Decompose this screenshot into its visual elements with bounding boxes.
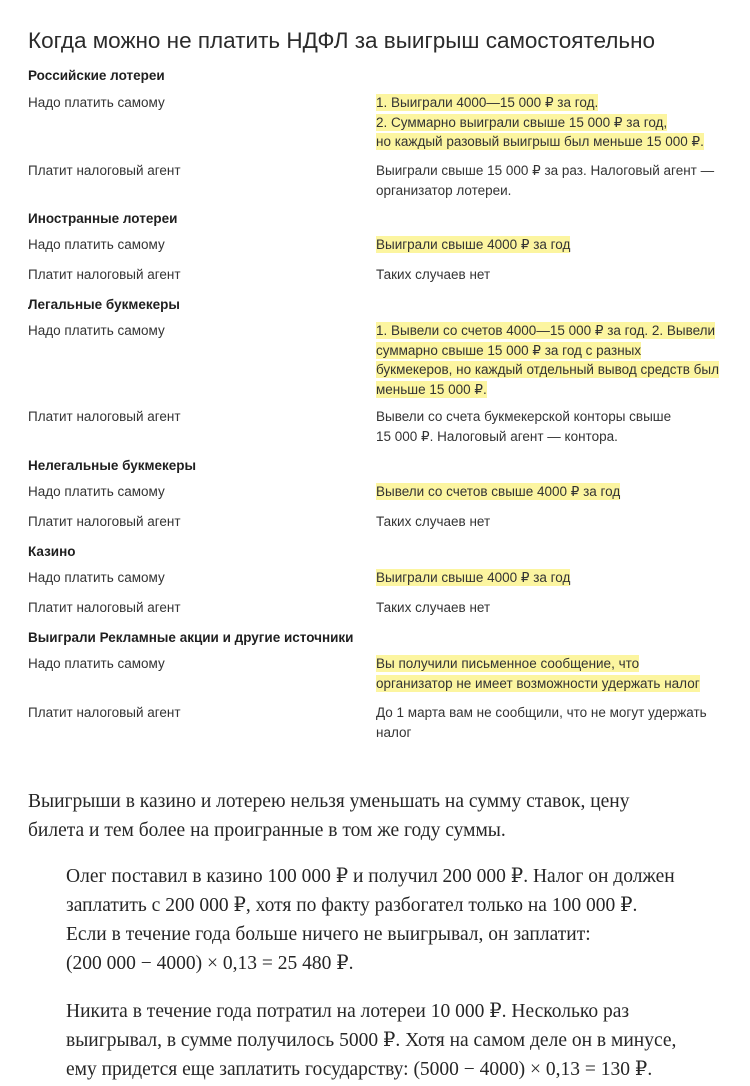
- row-value: [376, 407, 726, 446]
- value-line: Выиграли свыше 15 000 ₽ за раз. Налоговый агент —: [376, 163, 715, 178]
- row-label: Надо платить самому: [28, 95, 165, 110]
- table-row: [28, 235, 726, 255]
- highlight-line: но каждый разовый выигрыш был меньше 15 000 ₽.: [376, 134, 704, 149]
- example-nikita: [66, 997, 736, 1084]
- value-line: налог: [376, 724, 412, 740]
- table-row: [28, 654, 726, 693]
- highlight-line: букмекеров, но каждый отдельный вывод средств был: [376, 362, 719, 377]
- example-line: ему придется еще заплатить государству: (5000 − 4000) × 0,13 = 130 ₽.: [66, 1059, 653, 1080]
- row-value: Таких случаев нет: [376, 514, 491, 529]
- row-value: [376, 321, 726, 399]
- highlight-line: меньше 15 000 ₽.: [376, 381, 487, 397]
- row-value: [376, 235, 726, 255]
- value-line: Вывели со счета букмекерской конторы свыше: [376, 409, 672, 424]
- row-label: Платит налоговый агент: [28, 267, 181, 282]
- row-label: Надо платить самому: [28, 484, 165, 499]
- highlight-line: Выиграли свыше 4000 ₽ за год: [376, 237, 571, 252]
- table-row: [28, 407, 726, 446]
- example-line: Олег поставил в казино 100 000 ₽ и получил 200 000 ₽. Налог он должен: [66, 866, 675, 887]
- row-label: Надо платить самому: [28, 570, 165, 585]
- section-heading: Иностранные лотереи: [28, 211, 178, 226]
- example-line: Никита в течение года потратил на лотереи 10 000 ₽. Несколько раз: [66, 1001, 630, 1022]
- highlight-line: Выиграли свыше 4000 ₽ за год: [376, 570, 571, 585]
- value-line: До 1 марта вам не сообщили, что не могут удержать: [376, 705, 707, 720]
- table-row: [28, 568, 726, 588]
- row-value: Таких случаев нет: [376, 600, 491, 615]
- row-value: [376, 654, 726, 693]
- row-value: [376, 482, 726, 502]
- section-heading: Казино: [28, 544, 76, 559]
- highlight-line: организатор не имеет возможности удержать налог: [376, 675, 700, 691]
- paragraph-line: билета и тем более на проигранные в том же году суммы.: [28, 820, 506, 841]
- row-value: [376, 161, 726, 200]
- table-row: [28, 512, 726, 532]
- table-row: [28, 598, 726, 618]
- table-section: [28, 542, 728, 615]
- example-line: Если в течение года больше ничего не выигрывал, он заплатит:: [66, 924, 591, 945]
- table-row: [28, 482, 726, 502]
- table-section: [28, 209, 728, 282]
- table-section: [28, 628, 728, 740]
- table-row: [28, 321, 726, 399]
- row-label: Платит налоговый агент: [28, 514, 181, 529]
- example-oleg: [66, 862, 736, 978]
- table-row: [28, 703, 726, 742]
- table-section: [28, 295, 728, 444]
- paragraph-line: Выигрыши в казино и лотерею нельзя уменьшать на сумму ставок, цену: [28, 791, 630, 812]
- highlight-line: 1. Вывели со счетов 4000—15 000 ₽ за год. 2. Вывели: [376, 323, 716, 338]
- example-line: (200 000 − 4000) × 0,13 = 25 480 ₽.: [66, 953, 354, 974]
- value-line: 15 000 ₽. Налоговый агент — контора.: [376, 428, 618, 444]
- row-label: Надо платить самому: [28, 237, 165, 252]
- table-section: [28, 66, 728, 198]
- highlight-line: суммарно свыше 15 000 ₽ за год с разных: [376, 342, 642, 358]
- highlight-line: 2. Суммарно выиграли свыше 15 000 ₽ за год,: [376, 114, 668, 130]
- body-paragraph: [28, 787, 728, 845]
- highlight-line: Вывели со счетов свыше 4000 ₽ за год: [376, 484, 621, 499]
- value-line: организатор лотереи.: [376, 182, 512, 198]
- example-line: выигрывал, в сумме получилось 5000 ₽. Хотя на самом деле он в минусе,: [66, 1030, 677, 1051]
- table-row: [28, 93, 726, 152]
- section-heading: Российские лотереи: [28, 68, 165, 83]
- highlight-line: Вы получили письменное сообщение, что: [376, 656, 640, 671]
- table-section: [28, 456, 728, 529]
- row-label: Надо платить самому: [28, 656, 165, 671]
- section-heading: Нелегальные букмекеры: [28, 458, 197, 473]
- table-row: [28, 265, 726, 285]
- row-label: Надо платить самому: [28, 323, 165, 338]
- section-heading: Легальные букмекеры: [28, 297, 180, 312]
- row-value: [376, 93, 726, 152]
- table-row: [28, 161, 726, 200]
- row-value: [376, 568, 726, 588]
- row-value: Таких случаев нет: [376, 267, 491, 282]
- row-label: Платит налоговый агент: [28, 163, 181, 178]
- section-heading: Выиграли Рекламные акции и другие источники: [28, 630, 354, 645]
- row-label: Платит налоговый агент: [28, 705, 181, 720]
- row-label: Платит налоговый агент: [28, 600, 181, 615]
- example-line: заплатить с 200 000 ₽, хотя по факту разбогател только на 100 000 ₽.: [66, 895, 638, 916]
- row-value: [376, 703, 726, 742]
- page-title: Когда можно не платить НДФЛ за выигрыш самостоятельно: [28, 28, 656, 53]
- row-label: Платит налоговый агент: [28, 409, 181, 424]
- highlight-line: 1. Выиграли 4000—15 000 ₽ за год.: [376, 95, 599, 110]
